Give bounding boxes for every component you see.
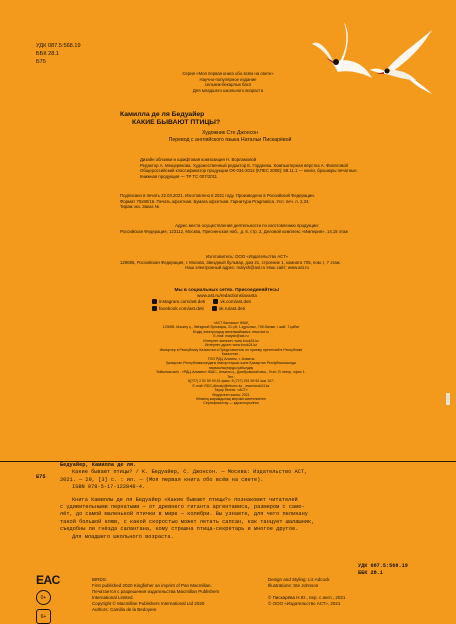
fine-print-line: Өндірілген жылы: 2021 xyxy=(212,392,250,397)
edition-line: International Limited. xyxy=(92,595,134,601)
bib-abstract-line: съедобны ли гнёзда салангана, кому страшна птица-секретарь и многое другое. xyxy=(60,526,299,533)
copyright-line: Illustrations: Ste Johnson xyxy=(268,583,319,589)
fine-print-line: ТОО РДЦ Алматы, г. Алматы xyxy=(207,356,255,361)
fine-print-line: бойынша өкіл - «РДЦ-Алматы» ЖШС, Алматы қ., Домбровский көш., 3«а», В литер, офис 1. Тел.: xyxy=(156,370,306,379)
copyright-line: © ООО «Издательство АСТ», 2021 xyxy=(268,601,341,607)
production-address xyxy=(120,223,374,234)
bib-classification xyxy=(358,563,408,577)
fine-print-line: 129085, Мәскеу қ., Звёздный бульвары, 21-үй, 1-құрылыс, 705-бөлме, I жай, 7-қабат xyxy=(162,325,300,330)
certification-marks xyxy=(36,573,60,624)
contact-line: Наш электронный адрес: malysh@ast.ru Наш сайт: www.ast.ru xyxy=(185,265,309,271)
copyright-line: © Пискарёва Н.Ю., пер. с англ., 2021 xyxy=(268,595,346,601)
bib-abstract-line: такой большой клюв, с какой скоростью может летать сапсан, как танцует шалашник, xyxy=(60,518,315,525)
address-heading: Адрес места осуществления деятельности по изготовлению продукции: xyxy=(175,223,319,228)
bib-bbk: ББК 28.1 xyxy=(358,570,383,577)
fine-print-line: E-mail: malysh@ast.ru xyxy=(213,334,249,339)
edition-line: Печатается с разрешения издательства Macmillan Publishers xyxy=(92,589,220,595)
author-name: Камилла де ля Бедуайер xyxy=(120,111,205,118)
series-line: Для младшего школьного возраста xyxy=(192,88,264,94)
tern-left xyxy=(312,22,372,78)
edition-line: BIRDS: xyxy=(92,577,108,582)
title-block xyxy=(120,111,340,144)
age-6-badge: 6+ xyxy=(36,609,51,624)
fine-print-line: Қазақстан Республикасындағы импорттаушы және Қазақстан Республикасында наразылықтарды қабылдау xyxy=(166,361,296,370)
facebook-link[interactable]: facebook.com/ast.deti xyxy=(152,306,204,312)
fine-print-line: Сертификаттау — қарастырылған xyxy=(203,401,259,406)
bib-abstract-line: лёт, до самой маленькой птички в мире — колибри. Вы узнаете, для чего пеликану xyxy=(60,511,308,518)
social-links xyxy=(152,288,302,312)
bib-isbn: ISBN 978-5-17-122848-4. xyxy=(72,484,146,491)
credit-line: Общероссийский классификатор продукции ОК-034-2014 (КПЕС 2008); 58.11.1 — книги, брошюры печатные. xyxy=(140,168,358,174)
fine-print-line: E-mail: RDC-Almaty@eksmo.kz , www.book24.kz xyxy=(192,383,270,388)
edition-line: First published 2020 Kingfisher an imprint of Pan Macmillan. xyxy=(92,583,212,589)
ok-icon xyxy=(212,306,217,311)
tech-line: Тираж экз. Заказ № xyxy=(120,204,160,210)
copyright-info xyxy=(268,577,345,607)
bib-abstract-line: с удивительными пернатыми — от древнего гиганта аргентависа, размером с само- xyxy=(60,504,305,511)
bbk-code: ББК 28.1 xyxy=(36,51,60,58)
udc-code: УДК 087.5:568.19 xyxy=(36,43,81,49)
tech-line: Формат 70х90/16. Печать офсетная. Бумага офсетная. Гарнитура Pragmatica. Усл. печ. л. 2,34. xyxy=(120,198,310,204)
vk-link[interactable]: vk.com/ast.deti xyxy=(213,299,251,305)
translator: Перевод с английского языка Натальи Пискарёвой xyxy=(168,137,292,144)
fine-print-line: 8(727) 2 51 59 90,91 факс: 8 (727) 251 59 92 ішкі 107; xyxy=(188,379,274,384)
fine-print-line: Интернет-магазин: www.book24.kz xyxy=(203,338,259,343)
ok-link[interactable]: ok.ru/ast.deti xyxy=(212,306,245,312)
series-info xyxy=(150,71,306,94)
tern-right xyxy=(370,30,432,94)
illustrator: Художник Сте Джонсон xyxy=(201,130,259,137)
manufacturer-address: 129085, Российская Федерация, г. Москва, Звездный бульвар, дом 21, строение 1, комната 705, пом. I, 7 этаж. xyxy=(120,259,341,265)
age-0-badge: 0+ xyxy=(36,590,51,605)
social-heading: Мы в социальных сетях. Присоединяйтесь! xyxy=(174,288,280,293)
address-line: Российская Федерация, 123112, Москва, Пресненская наб., д. 6, стр. 2, Деловой комплекс «Империя», 14,15 этаж xyxy=(120,228,349,234)
bibliographic-record xyxy=(60,462,390,541)
instagram-link[interactable]: instagram.com/ast.deti xyxy=(152,299,205,305)
bib-udc: УДК 087.5:568.19 xyxy=(358,563,408,569)
tech-line: Подписано в печать 22.03.2021. Изготовлено в 2021 году. Произведено в Российской Федерации. xyxy=(120,193,315,198)
shelf-code: Б75 xyxy=(36,59,46,66)
fine-print-line: Импортер в Республику Казахстан и Представитель по приему претензий в Республике Казахстан - xyxy=(159,347,303,357)
instagram-icon xyxy=(152,299,157,304)
kazakh-fine-print xyxy=(156,321,306,406)
editorial-credits xyxy=(140,157,385,180)
fine-print-line: Өнімнің жарамдылық мерзімі шектелмеген xyxy=(196,396,266,401)
series-line: Серия «Моя первая книга обо всём на свете» xyxy=(182,71,274,76)
classification-codes xyxy=(36,42,81,66)
fine-print-line: Интернет-дүкен: www.book24.kz xyxy=(205,343,257,348)
book-title: КАКИЕ БЫВАЮТ ПТИЦЫ? xyxy=(132,119,221,127)
copyright-line: Design and Styling: Liz Adcock xyxy=(268,577,330,582)
edge-mark-icon xyxy=(446,393,450,405)
bib-line: 2021. — 29, [3] с. : ил. — (Моя первая книга обо всём на свете). xyxy=(60,476,264,483)
fine-print-line: Тауар белгісі: «АСТ» xyxy=(214,388,248,393)
manufacturer-info xyxy=(120,254,374,271)
site-link[interactable]: www.ast.ru/redactions/avanta xyxy=(196,293,257,298)
fine-print-line: Біздің электрондық мекенжайымыз: www.ast.ru xyxy=(192,329,270,334)
fine-print-line: «АСТ баспасы» ЖШҚ xyxy=(213,321,249,325)
credit-line: Редактор А. Мещерякова. Художественный редактор Е. Гордеева. Компьютерная вёрстка А. Филатовой xyxy=(140,162,348,168)
bib-abstract-line: Книга Камиллы де ля Бедуайер «Какие бывают птицы?» познакомит читателей xyxy=(72,496,298,503)
original-edition-info xyxy=(92,577,219,613)
edition-line: Copyright © Macmillan Publishers International Ltd 2020 xyxy=(92,601,205,607)
series-line: сельник-бекарлык басп xyxy=(204,82,252,88)
edition-line: Authors: Camilla de la Bedoyere xyxy=(92,607,157,613)
vk-icon xyxy=(213,299,218,304)
page-edge-mark xyxy=(446,392,450,404)
print-tech-info xyxy=(120,193,378,210)
credit-line: Дизайн обложки и шрифтовая композиция Н. Ворламовой xyxy=(140,157,257,162)
facebook-icon xyxy=(152,306,157,311)
bib-line: Какие бывают птицы? / К. Бедуайер, С. Джонсон. — Москва: Издательство АСТ, xyxy=(72,469,308,476)
bib-shelf-code: Б75 xyxy=(36,474,46,480)
bib-heading: Бедуайер, Камилла де ля. xyxy=(60,462,137,468)
eac-mark: EAC xyxy=(36,573,60,587)
manufacturer-name: Изготовитель: ООО «Издательство АСТ» xyxy=(206,254,288,259)
bib-abstract-line: Для младшего школьного возраста. xyxy=(72,533,174,540)
credit-line: Книжная продукция — ТР ТС 007/2011 xyxy=(140,174,218,180)
series-line: Научно-популярное издание xyxy=(199,76,257,82)
